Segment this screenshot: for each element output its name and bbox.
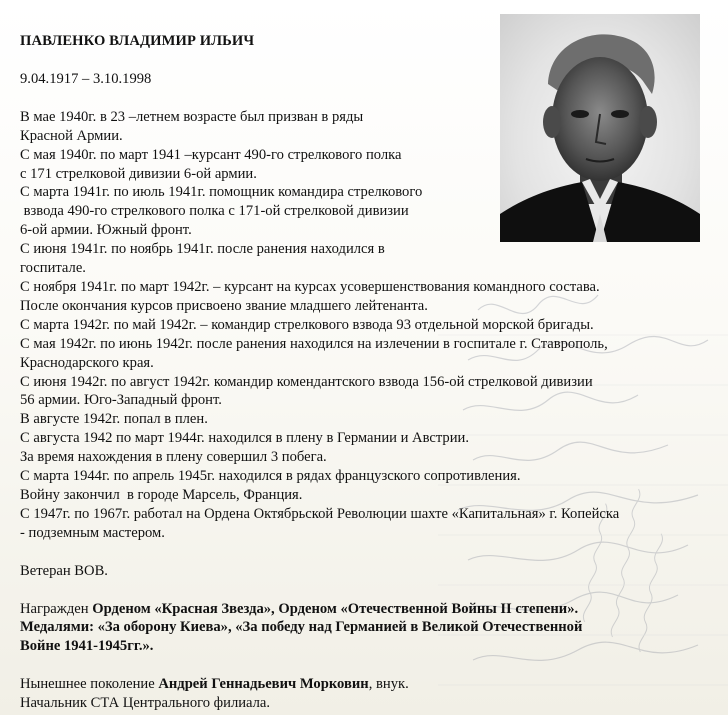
bio-line: 6-ой армии. Южный фронт. — [20, 222, 192, 239]
bio-line: С июня 1942г. по август 1942г. командир комендантского взвода 156-ой стрелковой дивизии — [20, 373, 593, 390]
person-name: ПАВЛЕНКО ВЛАДИМИР ИЛЬИЧ — [20, 33, 255, 49]
descendant-position: Начальник СТА Центрального филиала. — [20, 695, 271, 712]
bio-line: Краснодарского края. — [20, 354, 154, 371]
descendant-line — [20, 675, 720, 694]
biography-lines — [20, 108, 720, 543]
bio-line: С мая 1940г. по март 1941 –курсант 490-го стрелкового полка — [20, 146, 402, 163]
veteran-status: Ветеран ВОВ. — [20, 562, 108, 579]
bio-line: - подземным мастером. — [20, 524, 165, 541]
bio-line: взвода 490-го стрелкового полка с 171-ой стрелковой дивизии — [20, 203, 409, 220]
bio-line: С августа 1942 по март 1944г. находился в плену в Германии и Австрии. — [20, 430, 469, 447]
bio-line: С июня 1941г. по ноябрь 1941г. после ранения находился в — [20, 241, 385, 258]
bio-line: После окончания курсов присвоено звание младшего лейтенанта. — [20, 297, 428, 314]
awards-section — [20, 600, 720, 657]
bio-line: С марта 1942г. по май 1942г. – командир стрелкового взвода 93 отдельной морской бригады. — [20, 316, 594, 333]
bio-line: В августе 1942г. попал в плен. — [20, 411, 208, 428]
bio-line: с 171 стрелковой дивизии 6-ой армии. — [20, 165, 257, 182]
biography-text — [20, 32, 720, 713]
bio-line: В мае 1940г. в 23 –летнем возрасте был призван в ряды — [20, 108, 364, 125]
bio-line: 56 армии. Юго-Западный фронт. — [20, 392, 222, 409]
bio-line: С ноября 1941г. по март 1942г. – курсант на курсах усовершенствования командного состава. — [20, 278, 600, 295]
awards-medals-line-2: Войне 1941-1945гг.». — [20, 638, 154, 655]
bio-line: Войну закончил в городе Марсель, Франция. — [20, 486, 303, 503]
awards-orders: Орденом «Красная Звезда», Орденом «Отечественной Войны II степени». — [92, 600, 579, 617]
awards-orders-line — [20, 600, 720, 619]
life-dates: 9.04.1917 – 3.10.1998 — [20, 70, 152, 87]
bio-line: С марта 1944г. по апрель 1945г. находился в рядах французского сопротивления. — [20, 468, 521, 485]
bio-line: За время нахождения в плену совершил 3 побега. — [20, 449, 327, 466]
bio-line: госпитале. — [20, 260, 86, 277]
descendant-prefix: Нынешнее поколение — [20, 676, 159, 693]
bio-line: С марта 1941г. по июль 1941г. помощник командира стрелкового — [20, 184, 423, 201]
bio-line: С 1947г. по 1967г. работал на Ордена Октябрьской Революции шахте «Капитальная» г. Копейска — [20, 505, 620, 522]
descendant-name: Андрей Геннадьевич Морковин — [158, 676, 369, 693]
awards-prefix: Награжден — [20, 600, 93, 617]
descendant-relation: , внук. — [368, 676, 409, 693]
descendant-section — [20, 675, 720, 713]
bio-line: С мая 1942г. по июнь 1942г. после ранения находился на излечении в госпитале г. Ставрополь, — [20, 335, 608, 352]
bio-line: Красной Армии. — [20, 127, 123, 144]
awards-medals-line-1: Медалями: «За оборону Киева», «За победу над Германией в Великой Отечественной — [20, 619, 583, 636]
